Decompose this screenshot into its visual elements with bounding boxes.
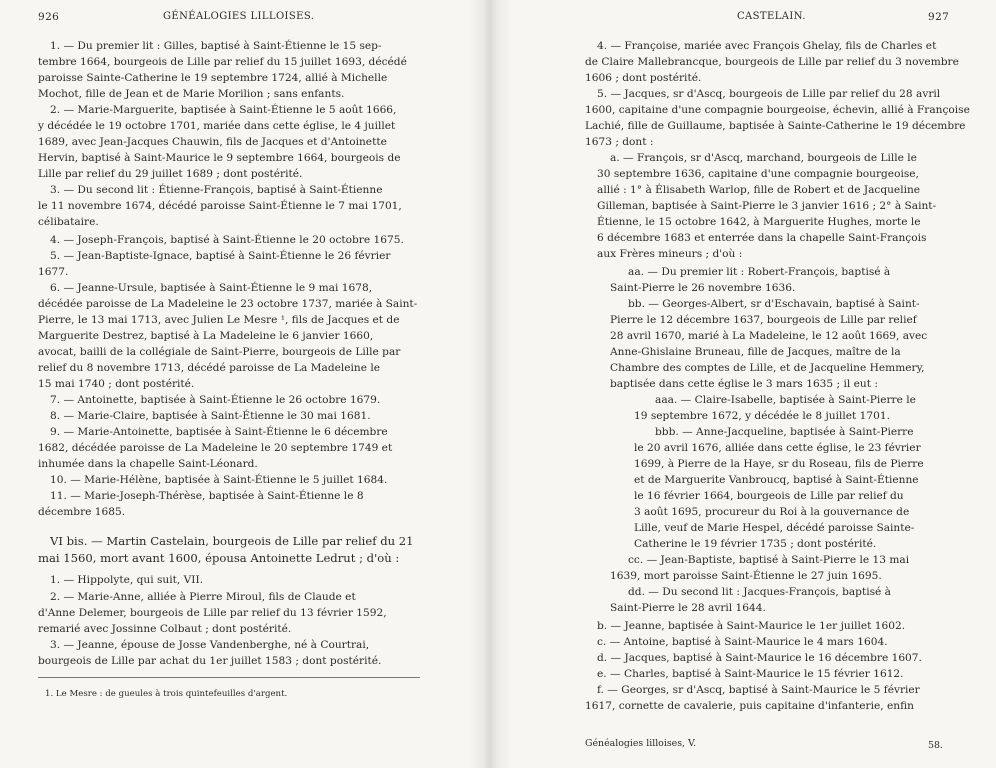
left-line: 1. — Hippolyte, qui suit, VII. bbox=[50, 574, 204, 586]
left-line: décédée paroisse de La Madeleine le 23 octobre 1737, mariée à Saint- bbox=[38, 298, 418, 310]
right-running-head: CASTELAIN. bbox=[737, 11, 806, 22]
left-line: y décédée le 19 octobre 1701, mariée dans cette église, le 4 juillet bbox=[38, 120, 396, 132]
right-line: cc. — Jean-Baptiste, baptisé à Saint-Pierre le 13 mai bbox=[628, 554, 910, 566]
right-line: c. — Antoine, baptisé à Saint-Maurice le 4 mars 1604. bbox=[597, 636, 888, 648]
left-line: 10. — Marie-Hélène, baptisée à Saint-Étienne le 5 juillet 1684. bbox=[50, 474, 388, 486]
right-line: 5. — Jacques, sr d'Ascq, bourgeois de Lille par relief du 28 avril bbox=[597, 88, 941, 100]
right-footer-title: Généalogies lilloises, V. bbox=[585, 738, 697, 749]
right-line: baptisée dans cette église le 3 mars 1635 ; il eut : bbox=[610, 378, 878, 390]
left-line: inhumée dans la chapelle Saint-Léonard. bbox=[38, 458, 258, 470]
left-line: décembre 1685. bbox=[38, 506, 126, 518]
left-line: 1682, décédée paroisse de La Madeleine le 20 septembre 1749 et bbox=[38, 442, 393, 454]
footnote-rule bbox=[38, 677, 420, 678]
left-line: 5. — Jean-Baptiste-Ignace, baptisé à Saint-Étienne le 26 février bbox=[50, 250, 391, 262]
right-line: de Claire Mallebrancque, bourgeois de Lille par relief du 3 novembre bbox=[585, 56, 959, 68]
right-line: Catherine le 19 février 1735 ; dont postérité. bbox=[634, 538, 877, 550]
left-line: paroisse Sainte-Catherine le 19 septembre 1724, allié à Michelle bbox=[38, 72, 388, 84]
right-line: 19 septembre 1672, y décédée le 8 juillet 1701. bbox=[634, 410, 891, 422]
left-line: 3. — Jeanne, épouse de Josse Vandenberghe, né à Courtrai, bbox=[50, 639, 370, 651]
right-line: aaa. — Claire-Isabelle, baptisée à Saint-Pierre le bbox=[655, 394, 916, 406]
right-line: 1639, mort paroisse Saint-Étienne le 27 juin 1695. bbox=[610, 570, 882, 582]
left-line: 2. — Marie-Marguerite, baptisée à Saint-Étienne le 5 août 1666, bbox=[50, 104, 397, 116]
right-line: Gilleman, baptisée à Saint-Pierre le 3 janvier 1616 ; 2° à Saint- bbox=[597, 200, 937, 212]
right-line: e. — Charles, baptisé à Saint-Maurice le 15 février 1612. bbox=[597, 668, 904, 680]
left-line: remarié avec Jossinne Colbaut ; dont postérité. bbox=[38, 623, 292, 635]
left-line: célibataire. bbox=[38, 216, 99, 228]
right-line: d. — Jacques, baptisé à Saint-Maurice le 16 décembre 1607. bbox=[597, 652, 922, 664]
left-running-head: GÉNÉALOGIES LILLOISES. bbox=[163, 11, 315, 22]
right-line: Saint-Pierre le 28 avril 1644. bbox=[610, 602, 766, 614]
left-line: 3. — Du second lit : Étienne-François, baptisé à Saint-Étienne bbox=[50, 184, 383, 196]
right-line: le 20 avril 1676, alliée dans cette église, le 23 février bbox=[634, 442, 921, 454]
footnote: 1. Le Mesre : de gueules à trois quintefeuilles d'argent. bbox=[45, 689, 288, 699]
left-line: 1. — Du premier lit : Gilles, baptisé à Saint-Étienne le 15 sep- bbox=[50, 40, 382, 52]
left-line: 1677. bbox=[38, 266, 69, 278]
left-line: 9. — Marie-Antoinette, baptisée à Saint-Étienne le 6 décembre bbox=[50, 426, 388, 438]
right-line: 28 avril 1670, marié à La Madeleine, le 12 août 1669, avec bbox=[610, 330, 928, 342]
left-line: 11. — Marie-Joseph-Thérèse, baptisée à Saint-Étienne le 8 bbox=[50, 490, 364, 502]
right-line: 1600, capitaine d'une compagnie bourgeoise, échevin, allié à Françoise bbox=[585, 104, 970, 116]
left-line: mai 1560, mort avant 1600, épousa Antoinette Ledrut ; d'où : bbox=[38, 551, 400, 565]
left-line: Marguerite Destrez, baptisé à La Madeleine le 6 janvier 1660, bbox=[38, 330, 374, 342]
right-line: 1673 ; dont : bbox=[585, 136, 654, 148]
right-line: Étienne, le 15 octobre 1642, à Marguerite Hughes, morte le bbox=[597, 216, 921, 228]
right-line: f. — Georges, sr d'Ascq, baptisé à Saint-Maurice le 5 février bbox=[597, 684, 920, 696]
left-line: Hervin, baptisé à Saint-Maurice le 9 septembre 1664, bourgeois de bbox=[38, 152, 401, 164]
right-line: 1699, à Pierre de la Haye, sr du Roseau, fils de Pierre bbox=[634, 458, 924, 470]
left-line: Pierre, le 13 mai 1713, avec Julien Le Mesre ¹, fils de Jacques et de bbox=[38, 314, 400, 326]
left-line: bourgeois de Lille par achat du 1er juillet 1583 ; dont postérité. bbox=[38, 655, 382, 667]
right-line: Pierre le 12 décembre 1637, bourgeois de Lille par relief bbox=[610, 314, 917, 326]
right-line: bb. — Georges-Albert, sr d'Eschavain, baptisé à Saint- bbox=[628, 298, 920, 310]
right-line: 3 août 1695, procureur du Roi à la gouvernance de bbox=[634, 506, 910, 518]
left-line: 8. — Marie-Claire, baptisée à Saint-Étienne le 30 mai 1681. bbox=[50, 410, 371, 422]
left-line: le 11 novembre 1674, décédé paroisse Saint-Étienne le 7 mai 1701, bbox=[38, 200, 402, 212]
right-line: et de Marguerite Vanbroucq, baptisé à Saint-Étienne bbox=[634, 474, 919, 486]
left-line: 4. — Joseph-François, baptisé à Saint-Étienne le 20 octobre 1675. bbox=[50, 234, 404, 246]
left-line: 2. — Marie-Anne, alliée à Pierre Miroul, fils de Claude et bbox=[50, 591, 356, 603]
right-line: Chambre des comptes de Lille, et de Jacqueline Hemmery, bbox=[610, 362, 925, 374]
right-line: 30 septembre 1636, capitaine d'une compagnie bourgeoise, bbox=[597, 168, 919, 180]
left-page-number: 926 bbox=[38, 11, 60, 23]
left-line: VI bis. — Martin Castelain, bourgeois de Lille par relief du 21 bbox=[50, 534, 414, 548]
left-line: d'Anne Delemer, bourgeois de Lille par relief du 13 février 1592, bbox=[38, 607, 387, 619]
left-line: 7. — Antoinette, baptisée à Saint-Étienne le 26 octobre 1679. bbox=[50, 394, 381, 406]
right-line: aa. — Du premier lit : Robert-François, baptisé à bbox=[628, 266, 891, 278]
right-line: Lachié, fille de Guillaume, baptisée à Sainte-Catherine le 19 décembre bbox=[585, 120, 966, 132]
left-line: Mochot, fille de Jean et de Marie Morilion ; sans enfants. bbox=[38, 88, 345, 100]
right-line: aux Frères mineurs ; d'où : bbox=[597, 248, 743, 260]
right-line: allié : 1° à Élisabeth Warlop, fille de Robert et de Jacqueline bbox=[597, 184, 921, 196]
right-line: 1617, cornette de cavalerie, puis capitaine d'infanterie, enfin bbox=[585, 700, 914, 712]
right-line: 6 décembre 1683 et enterrée dans la chapelle Saint-François bbox=[597, 232, 927, 244]
right-line: le 16 février 1664, bourgeois de Lille par relief du bbox=[634, 490, 904, 502]
right-line: 1606 ; dont postérité. bbox=[585, 72, 702, 84]
right-line: 4. — Françoise, mariée avec François Ghelay, fils de Charles et bbox=[597, 40, 937, 52]
right-line: Anne-Ghislaine Bruneau, fille de Jacques, maître de la bbox=[610, 346, 901, 358]
left-line: tembre 1664, bourgeois de Lille par relief du 15 juillet 1693, décédé bbox=[38, 56, 407, 68]
right-line: a. — François, sr d'Ascq, marchand, bourgeois de Lille le bbox=[610, 152, 917, 164]
right-line: b. — Jeanne, baptisée à Saint-Maurice le 1er juillet 1602. bbox=[597, 620, 906, 632]
right-line: bbb. — Anne-Jacqueline, baptisée à Saint-Pierre bbox=[655, 426, 914, 438]
left-line: 15 mai 1740 ; dont postérité. bbox=[38, 378, 195, 390]
right-page-number: 927 bbox=[928, 11, 950, 23]
right-line: Lille, veuf de Marie Hespel, décédé paroisse Sainte- bbox=[634, 522, 915, 534]
right-line: dd. — Du second lit : Jacques-François, baptisé à bbox=[628, 586, 891, 598]
right-line: Saint-Pierre le 26 novembre 1636. bbox=[610, 282, 796, 294]
left-line: 1689, avec Jean-Jacques Chauwin, fils de Jacques et d'Antoinette bbox=[38, 136, 387, 148]
left-line: 6. — Jeanne-Ursule, baptisée à Saint-Étienne le 9 mai 1678, bbox=[50, 282, 373, 294]
left-line: Lille par relief du 29 juillet 1689 ; dont postérité. bbox=[38, 168, 303, 180]
right-signature-mark: 58. bbox=[928, 740, 943, 751]
left-line: avocat, bailli de la collégiale de Saint-Pierre, bourgeois de Lille par bbox=[38, 346, 401, 358]
left-line: relief du 8 novembre 1713, décédé paroisse de La Madeleine le bbox=[38, 362, 381, 374]
